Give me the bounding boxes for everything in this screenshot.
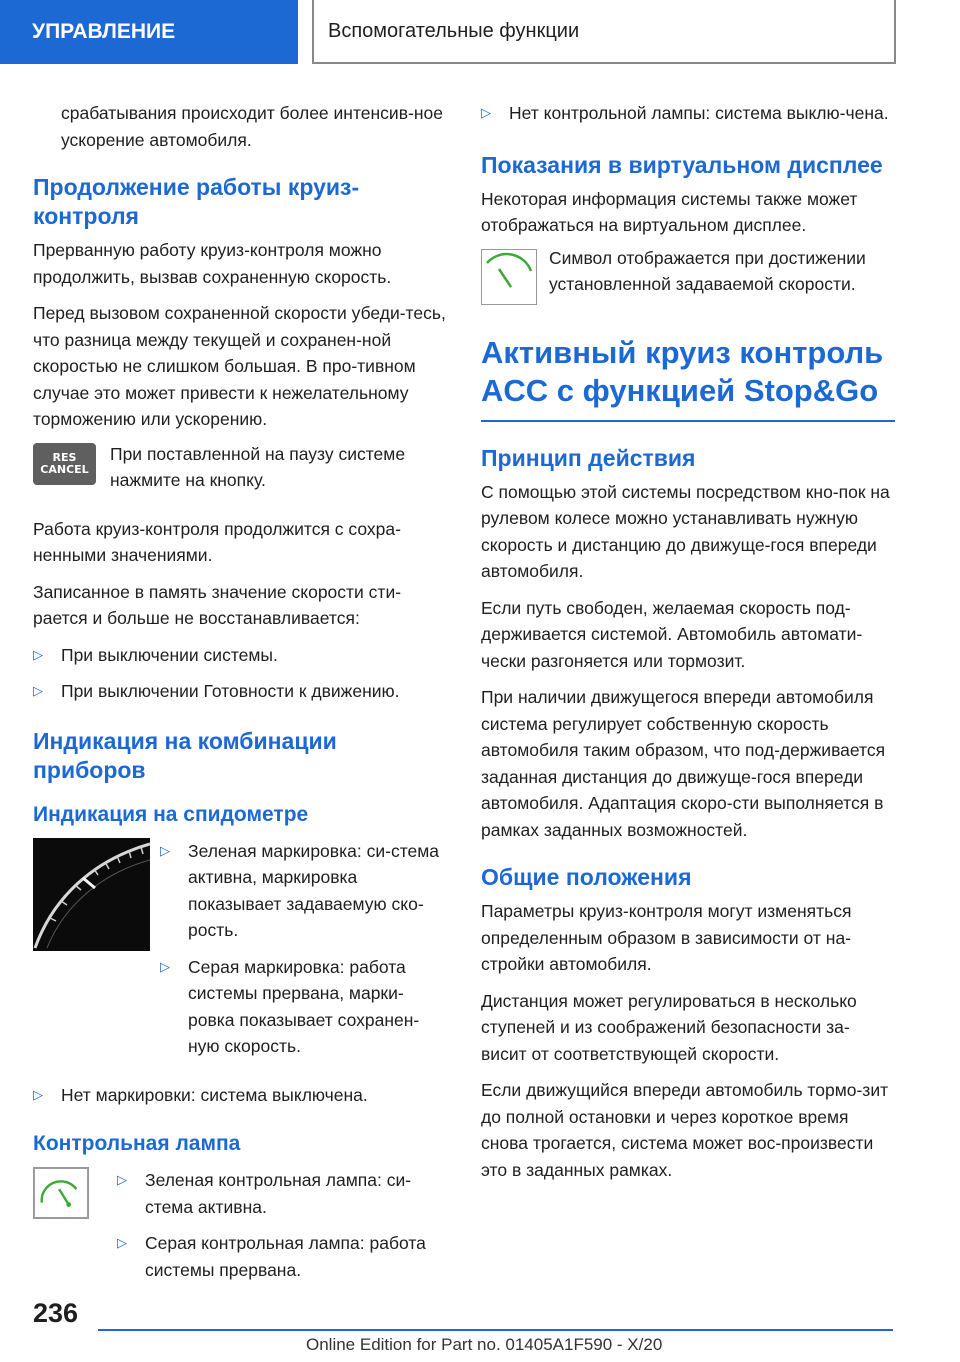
footer-edition: Online Edition for Part no. 01405A1F590 - X/20 [306,1335,663,1354]
res-cancel-row [33,443,447,504]
virtual-icon-row [481,249,895,310]
paragraph: Работа круиз-контроля продолжится с сохра-ненными значениями. [33,518,401,565]
triangle-bullet-icon: ▷ [33,646,43,662]
paragraph: С помощью этой системы посредством кно-пок на рулевом колесе можно устанавливать нужную скорость и дистанцию до движуще-гося впереди автомобиля. [481,481,890,581]
list-item: ▷ Зеленая маркировка: си-стема активна, маркировка показывает задаваемую ско-рость. [160,838,447,944]
right-column [481,100,895,1193]
res-cancel-button-icon: RES CANCEL [33,443,96,485]
speedometer-icon [33,838,150,951]
list-item: ▷ Серая маркировка: работа системы прервана, марки-ровка показывает сохранен-ную скорость. [160,954,447,1060]
triangle-bullet-icon: ▷ [160,958,170,974]
list-item: ▷ Серая контрольная лампа: работа системы прервана. [117,1230,447,1283]
res-cancel-text: При поставленной на паузу системе нажмите на кнопку. [110,443,406,490]
section-title: УПРАВЛЕНИЕ [32,20,176,43]
paragraph: Прерванную работу круиз-контроля можно продолжить, вызвав сохраненную скорость. [33,240,392,287]
heading-principle: Принцип действия [481,444,696,471]
list-item: ▷ Нет контрольной лампы: система выклю-чена. [481,100,895,127]
page-number: 236 [33,1298,79,1328]
section-tab [0,0,298,64]
heading-speedo: Индикация на спидометре [33,802,309,826]
left-column [33,100,447,1305]
paragraph: Записанное в память значение скорости сти-рается и больше не восстанавливается: [33,581,402,628]
intro-paragraph: срабатывания происходит более интенсив-ное ускорение автомобиля. [61,103,443,150]
triangle-bullet-icon: ▷ [117,1172,127,1187]
speedo-row [33,838,447,1070]
set-speed-symbol-icon [481,249,537,305]
paragraph: Перед вызовом сохраненной скорости убеди-тесь, что разница между текущей и сохранен-ной скоростью не слишком большая. В про-тивном случае это может привести к нежелательному торможению или ускорению. [33,303,446,429]
lamp-row [33,1167,447,1293]
heading-lamp: Контрольная лампа [33,1132,241,1155]
virtual-icon-text: Символ отображается при достижении установленной задаваемой скорости. [549,247,866,294]
paragraph: Дистанция может регулироваться в несколько ступеней и из соображений безопасности за-висит от соответствующей скорости. [481,990,857,1064]
heading-virtual: Показания в виртуальном дисплее [481,151,883,178]
heading-continue: Продолжение работы круиз-контроля [33,174,360,229]
list-item: ▷ При выключении Готовности к движению. [33,678,447,705]
footer-divider [98,1329,893,1331]
heading-acc: Активный круиз контроль ACC с функцией Stop&Go [481,334,895,422]
chapter-tab [312,0,896,64]
triangle-bullet-icon: ▷ [117,1235,127,1250]
cruise-lamp-green-icon [33,1167,89,1219]
triangle-bullet-icon: ▷ [481,105,491,120]
triangle-bullet-icon: ▷ [33,1086,43,1102]
list-item: ▷ Нет маркировки: система выключена. [33,1082,447,1109]
paragraph: Параметры круиз-контроля могут изменяться определенным образом в зависимости от на-стройки автомобиля. [481,901,852,974]
triangle-bullet-icon: ▷ [33,683,43,698]
list-item: ▷ При выключении системы. [33,642,447,669]
list-item: ▷ Зеленая контрольная лампа: си-стема активна. [117,1167,447,1220]
paragraph: Если движущийся впереди автомобиль тормо-зит до полной остановки и через короткое время снова трогается, система может вос-произвести это в заданных рамках. [481,1080,889,1180]
heading-general: Общие положения [481,864,692,890]
heading-display: Индикация на комбинации приборов [33,727,337,783]
chapter-title: Вспомогательные функции [328,19,580,42]
triangle-bullet-icon: ▷ [160,842,170,858]
paragraph: Некоторая информация системы также может отображаться на виртуальном дисплее. [481,188,858,235]
paragraph: Если путь свободен, желаемая скорость под-держивается системой. Автомобиль автомати-чески разгоняется или тормозит. [481,597,863,671]
paragraph: При наличии движущегося впереди автомобиля система регулирует собственную скорость автомобиля таким образом, что под-держивается заданная дистанция до движуще-гося впереди автомобиля. Адаптация скоро-сти выполняется в рамках заданных возможностей. [481,687,886,840]
